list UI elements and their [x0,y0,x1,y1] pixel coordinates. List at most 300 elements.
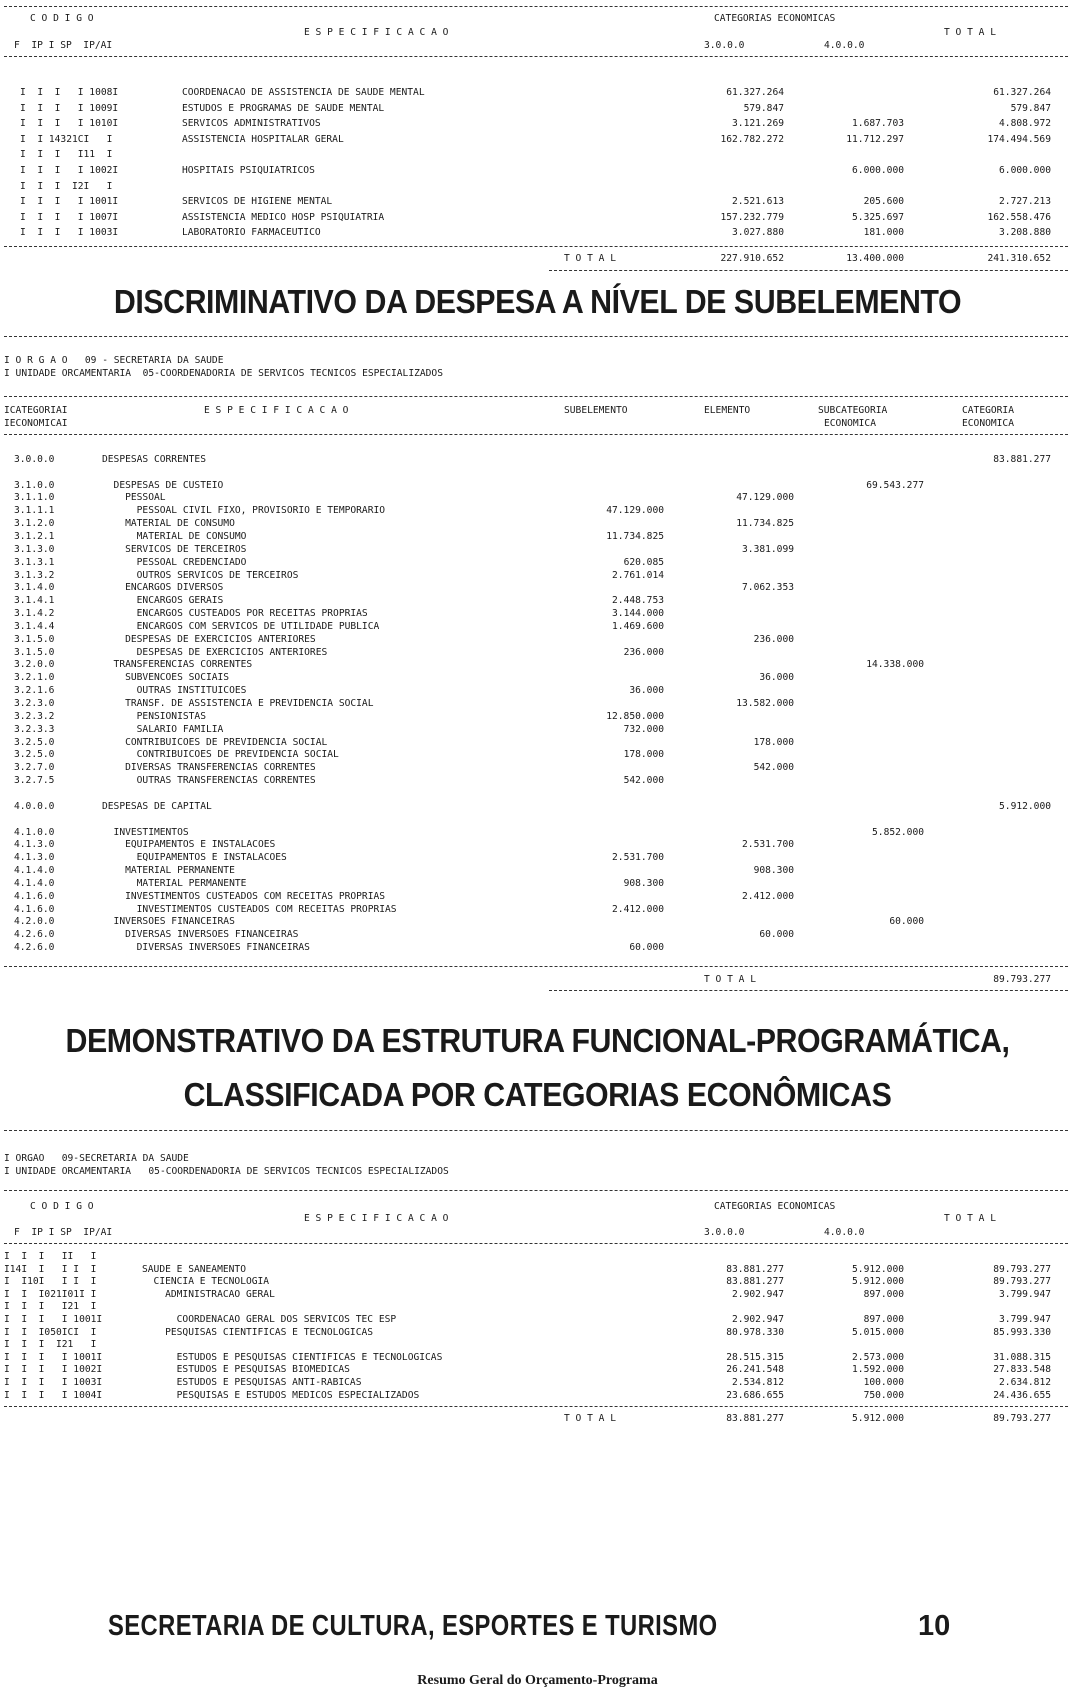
table-row [4,440,1068,453]
row-code: I I 14321CI I [20,133,113,145]
total-4000: 13.400.000 [846,253,904,264]
row-value-4000: 1.592.000 [852,1364,904,1376]
row-code: 3.2.5.0 [14,749,55,761]
table-row [4,117,1068,131]
row-code: 3.1.0.0 [14,479,55,491]
page-number: 10 [918,1610,951,1642]
row-description: OUTRAS TRANSFERENCIAS CORRENTES [102,775,316,787]
total-3000: 227.910.652 [720,253,784,264]
row-categoria: 5.912.000 [999,800,1051,812]
header-codigo: C O D I G O [30,13,94,24]
row-code: I I I I21 I [4,1301,97,1313]
row-description: CIENCIA E TECNOLOGIA [142,1276,270,1288]
header-codigo-sub: F IP I SP IP/AI [14,1227,113,1238]
table-row [4,671,1068,684]
row-code: 3.2.1.6 [14,685,55,697]
table-row [4,517,1068,530]
table-row [4,504,1068,517]
row-description: OUTROS SERVICOS DE TERCEIROS [102,569,299,581]
row-description: SERVICOS ADMINISTRATIVOS [182,118,321,130]
table-row [4,543,1068,556]
row-description: PENSIONISTAS [102,710,206,722]
row-elemento: 236.000 [753,633,794,645]
row-code: 4.1.3.0 [14,852,55,864]
table-row [4,1363,1068,1376]
row-value-3000: 61.327.264 [726,87,784,98]
body-bottom-rule [4,966,1068,967]
table-row [4,1376,1068,1389]
row-description: ENCARGOS CUSTEADOS POR RECEITAS PROPRIAS [102,608,368,620]
row-value-total: 579.847 [1010,102,1051,114]
row-code: 3.1.4.0 [14,582,55,594]
row-code: I I I I 1001I [4,1351,103,1363]
header-especificacao: E S P E C I F I C A C A O [304,27,449,38]
row-code: 4.1.6.0 [14,890,55,902]
row-elemento: 3.381.099 [742,543,794,555]
row-value-total: 89.793.277 [993,1276,1051,1288]
orgao-line: I ORGAO 09-SECRETARIA DA SAUDE [4,1153,189,1164]
row-value-total: 6.000.000 [999,165,1051,176]
row-value-total: 174.494.569 [987,133,1051,145]
header-codigo-sub: F IP I SP IP/AI [14,40,113,51]
table-row [4,1338,1068,1351]
row-code: 3.2.5.0 [14,736,55,748]
row-code: I14I I I I I [4,1263,97,1275]
table-row [4,1263,1068,1276]
row-description: MATERIAL PERMANENTE [102,865,235,877]
header-especificacao: E S P E C I F I C A C A O [304,1213,449,1224]
header-subelemento: SUBELEMENTO [564,405,628,416]
total-total: 241.310.652 [987,253,1051,264]
row-subelemento: 60.000 [629,942,664,954]
row-subelemento: 620.085 [623,556,664,568]
row-code: 4.1.4.0 [14,865,55,877]
row-code: 3.1.1.1 [14,505,55,517]
row-subelemento: 732.000 [623,723,664,735]
row-description: TRANSFERENCIAS CORRENTES [102,659,253,671]
row-categoria: 83.881.277 [993,453,1051,465]
row-description: ENCARGOS DIVERSOS [102,582,224,594]
row-description: ASSISTENCIA HOSPITALAR GERAL [182,133,344,145]
row-value-3000: 23.686.655 [726,1389,784,1401]
row-subelemento: 12.850.000 [606,710,664,722]
table-row [4,1313,1068,1326]
total-label: T O T A L [704,974,756,985]
row-code: I I I I 1003I [4,1377,103,1388]
row-code: I I I I 1007I [20,211,119,223]
table-row [4,851,1068,864]
row-code: 3.1.3.2 [14,569,55,581]
table-row [4,226,1068,240]
total-total: 89.793.277 [993,1413,1051,1424]
row-value-4000: 897.000 [863,1314,904,1325]
table-row [4,826,1068,839]
row-code: I I I I 1003I [20,227,119,239]
row-description: LABORATORIO FARMACEUTICO [182,227,321,239]
row-value-4000: 6.000.000 [852,165,904,176]
row-value-3000: 26.241.548 [726,1364,784,1376]
row-description: INVESTIMENTOS [102,826,189,838]
row-code: I I I I 1008I [20,87,119,98]
unidade-line: I UNIDADE ORCAMENTARIA 05-COORDENADORIA DE SERVICOS TECNICOS ESPECIALIZADOS [4,1166,449,1177]
row-subcategoria: 5.852.000 [872,826,924,838]
header-elemento: ELEMENTO [704,405,751,416]
row-value-3000: 28.515.315 [726,1351,784,1363]
footer-subtitle: Resumo Geral do Orçamento-Programa [417,1673,658,1688]
table-row [4,479,1068,492]
row-elemento: 11.734.825 [736,518,794,530]
header-top-rule [4,396,1068,397]
table-row [4,1275,1068,1288]
row-description: ADMINISTRACAO GERAL [142,1288,275,1300]
table-row [4,180,1068,194]
table-row [4,453,1068,466]
row-description: ASSISTENCIA MEDICO HOSP PSIQUIATRIA [182,211,385,223]
row-code: 3.1.1.0 [14,492,55,504]
row-value-total: 3.799.947 [999,1288,1051,1300]
row-value-3000: 80.978.330 [726,1326,784,1338]
row-value-3000: 3.121.269 [732,118,784,130]
row-code: I I I I 1002I [20,165,119,176]
header-bottom-rule [4,1243,1068,1244]
header-categorias: CATEGORIAS ECONOMICAS [714,1201,836,1212]
row-code: 3.1.4.2 [14,608,55,620]
total-label: T O T A L [564,253,616,264]
row-subelemento: 3.144.000 [612,608,664,620]
row-code: 4.1.0.0 [14,826,55,838]
row-code: 3.1.2.0 [14,518,55,530]
row-value-total: 3.799.947 [999,1314,1051,1325]
row-value-3000: 157.232.779 [720,211,784,223]
row-description: PESSOAL CREDENCIADO [102,556,247,568]
row-value-3000: 2.902.947 [732,1288,784,1300]
row-value-3000: 2.521.613 [732,196,784,208]
row-code: 3.2.3.2 [14,710,55,722]
row-value-4000: 750.000 [863,1389,904,1401]
table-row [4,102,1068,116]
table-row [4,164,1068,178]
table-row [4,1351,1068,1364]
table-row [4,1326,1068,1339]
table-row [4,915,1068,928]
row-code: I I I II I [4,1251,97,1262]
row-code: 4.2.6.0 [14,929,55,941]
row-code: I I I I11 I [20,149,113,161]
row-code: I I I I 1009I [20,102,119,114]
table-row [4,569,1068,582]
row-value-total: 27.833.548 [993,1364,1051,1376]
row-elemento: 178.000 [753,736,794,748]
row-description: INVESTIMENTOS CUSTEADOS COM RECEITAS PROPRIAS [102,903,397,915]
header-subcategoria-b: ECONOMICA [824,418,876,429]
table-funcional-programatica [4,1130,1068,1430]
row-code: I I I I 1010I [20,118,119,130]
table-discriminativo [4,336,1068,1001]
row-value-4000: 5.912.000 [852,1276,904,1288]
row-value-3000: 2.902.947 [732,1314,784,1325]
row-value-3000: 579.847 [743,102,784,114]
row-code: 3.2.3.0 [14,698,55,709]
table-row [4,838,1068,851]
table-row [4,787,1068,800]
table-row [4,877,1068,890]
row-subelemento: 2.412.000 [612,903,664,915]
heading-demonstrativo: DEMONSTRATIVO DA ESTRUTURA FUNCIONAL-PROGRAMÁTICA, [65,1022,1010,1059]
table-row [4,211,1068,225]
table-functional-top [4,6,1068,276]
row-code: 4.2.6.0 [14,942,55,954]
row-description: PESQUISAS E ESTUDOS MEDICOS ESPECIALIZADOS [142,1389,420,1401]
row-description: DIVERSAS TRANSFERENCIAS CORRENTES [102,762,316,774]
row-description: INVERSOES FINANCEIRAS [102,916,235,928]
row-code: I I I I21 I [4,1339,97,1351]
table-row [4,658,1068,671]
row-code: 3.1.2.1 [14,530,55,542]
row-elemento: 60.000 [759,929,794,941]
row-subelemento: 236.000 [623,646,664,658]
row-subelemento: 47.129.000 [606,505,664,517]
row-description: MATERIAL DE CONSUMO [102,518,235,530]
row-description: CONTRIBUICOES DE PREVIDENCIA SOCIAL [102,736,328,748]
row-value-4000: 2.573.000 [852,1351,904,1363]
row-value-4000: 5.912.000 [852,1263,904,1275]
row-value-total: 61.327.264 [993,87,1051,98]
row-subelemento: 1.469.600 [612,620,664,632]
header-categoria-a: ICATEGORIAI [4,405,68,416]
table-row [4,710,1068,723]
row-description: DESPESAS DE EXERCICIOS ANTERIORES [102,633,316,645]
row-value-total: 31.088.315 [993,1351,1051,1363]
row-subelemento: 178.000 [623,749,664,761]
row-code: 3.2.7.0 [14,762,55,774]
row-code: I I I I 1001I [20,196,119,208]
row-code: I I10I I I I [4,1276,97,1288]
row-code: 4.0.0.0 [14,800,55,812]
table-row [4,1288,1068,1301]
row-description: INVESTIMENTOS CUSTEADOS COM RECEITAS PROPRIAS [102,890,386,902]
row-code: I I I021I01I I [4,1288,97,1300]
row-elemento: 47.129.000 [736,492,794,504]
row-description: DESPESAS DE CUSTEIO [102,479,224,491]
row-value-3000: 83.881.277 [726,1263,784,1275]
row-elemento: 2.531.700 [742,839,794,851]
table-row [4,86,1068,100]
row-elemento: 7.062.353 [742,582,794,594]
row-code: 4.1.3.0 [14,839,55,851]
row-description: DESPESAS DE EXERCICIOS ANTERIORES [102,646,328,658]
table-row [4,607,1068,620]
row-elemento: 542.000 [753,762,794,774]
row-value-total: 2.727.213 [999,196,1051,208]
table-row [4,774,1068,787]
row-description: COORDENACAO DE ASSISTENCIA DE SAUDE MENTAL [182,87,425,98]
table-row [4,530,1068,543]
table-row [4,148,1068,162]
row-value-3000: 162.782.272 [720,133,784,145]
row-description: DIVERSAS INVERSOES FINANCEIRAS [102,929,299,941]
table-row [4,466,1068,479]
row-subelemento: 2.448.753 [612,595,664,607]
row-elemento: 908.300 [753,865,794,877]
row-value-total: 3.208.880 [999,227,1051,239]
row-description: SERVICOS DE HIGIENE MENTAL [182,196,333,208]
total-rule [4,246,1068,247]
total-value: 89.793.277 [993,974,1051,985]
row-value-4000: 897.000 [863,1288,904,1300]
header-total: T O T A L [944,1213,996,1224]
row-code: 3.2.7.5 [14,775,55,787]
row-description: ESTUDOS E PESQUISAS ANTI-RABICAS [142,1377,362,1388]
heading-discriminativo: DISCRIMINATIVO DA DESPESA A NÍVEL DE SUBELEMENTO [113,283,962,320]
row-subelemento: 908.300 [623,877,664,889]
row-description: ESTUDOS E PESQUISAS BIOMEDICAS [142,1364,350,1376]
row-description: SALARIO FAMILIA [102,723,224,735]
header-total: T O T A L [944,27,996,38]
table-row [4,864,1068,877]
header-subcategoria: SUBCATEGORIA [818,405,888,416]
row-description: ESTUDOS E PROGRAMAS DE SAUDE MENTAL [182,102,385,114]
header-cat-3000: 3.0.0.0 [704,1227,745,1238]
row-description: EQUIPAMENTOS E INSTALACOES [102,852,287,864]
header-codigo: C O D I G O [30,1201,94,1212]
row-value-4000: 5.325.697 [852,211,904,223]
row-description: SAUDE E SANEAMENTO [142,1263,246,1275]
row-value-4000: 11.712.297 [846,133,904,145]
table-row [4,890,1068,903]
total-bottom-rule [549,990,1068,991]
table-row [4,195,1068,209]
row-value-4000: 205.600 [863,196,904,208]
row-value-total: 24.436.655 [993,1389,1051,1401]
row-description: PESSOAL [102,492,166,504]
row-code: I I I I 1002I [4,1364,103,1376]
row-description: ENCARGOS GERAIS [102,595,224,607]
row-value-total: 162.558.476 [987,211,1051,223]
orgao-line: I O R G A O 09 - SECRETARIA DA SAUDE [4,355,224,366]
footer-title: SECRETARIA DE CULTURA, ESPORTES E TURISMO [108,1610,718,1642]
row-code: 3.1.4.4 [14,620,55,632]
table-row [4,556,1068,569]
table-row [4,941,1068,954]
table-row [4,813,1068,826]
header-categoria-eco: ECONOMICA [962,418,1014,429]
total-4000: 5.912.000 [852,1413,904,1424]
row-subelemento: 2.531.700 [612,852,664,864]
row-description: OUTRAS INSTITUICOES [102,685,247,697]
row-code: 4.2.0.0 [14,916,55,928]
table-top-rule [4,6,1068,7]
header-categorias: CATEGORIAS ECONOMICAS [714,13,836,24]
table-top-rule [4,1130,1068,1131]
table-row [4,928,1068,941]
row-description: HOSPITAIS PSIQUIATRICOS [182,165,315,176]
header-top-rule [4,1190,1068,1191]
row-description: DIVERSAS INVERSOES FINANCEIRAS [102,942,310,954]
row-description: SUBVENCOES SOCIAIS [102,672,230,684]
table-row [4,1300,1068,1313]
total-rule [4,1406,1068,1407]
row-subelemento: 11.734.825 [606,530,664,542]
row-subelemento: 542.000 [623,775,664,787]
row-code: 3.1.3.0 [14,543,55,555]
table-row [4,646,1068,659]
row-description: ESTUDOS E PESQUISAS CIENTIFICAS E TECNOLOGICAS [142,1351,443,1363]
table-top-rule [4,336,1068,337]
row-code: I I I I2I I [20,180,113,192]
row-code: I I I050ICI I [4,1326,97,1338]
row-value-3000: 3.027.880 [732,227,784,239]
row-description: EQUIPAMENTOS E INSTALACOES [102,839,276,851]
row-description: MATERIAL PERMANENTE [102,877,247,889]
row-value-total: 85.993.330 [993,1326,1051,1338]
row-value-4000: 1.687.703 [852,118,904,130]
row-code: 3.2.0.0 [14,659,55,671]
row-description: COORDENACAO GERAL DOS SERVICOS TEC ESP [142,1314,397,1325]
heading-classificada: CLASSIFICADA POR CATEGORIAS ECONÔMICAS [183,1076,892,1113]
table-row [4,748,1068,761]
row-description: TRANSF. DE ASSISTENCIA E PREVIDENCIA SOCIAL [102,698,374,709]
row-subcategoria: 60.000 [889,916,924,928]
table-row [4,697,1068,710]
row-code: 4.1.4.0 [14,877,55,889]
table-row [4,684,1068,697]
header-categoria: CATEGORIA [962,405,1014,416]
table-row [4,633,1068,646]
table-row [4,1250,1068,1263]
row-value-4000: 100.000 [863,1377,904,1388]
table-row [4,620,1068,633]
row-value-total: 2.634.812 [999,1377,1051,1388]
header-cat-4000: 4.0.0.0 [824,1227,865,1238]
header-rule [4,56,1068,57]
row-code: 4.1.6.0 [14,903,55,915]
bottom-rule [549,270,1068,271]
table-row [4,800,1068,813]
row-value-3000: 2.534.812 [732,1377,784,1388]
row-code: 3.2.3.3 [14,723,55,735]
row-code: 3.1.4.1 [14,595,55,607]
row-code: I I I I 1001I [4,1314,103,1325]
table-row [4,133,1068,147]
row-description: PESQUISAS CIENTIFICAS E TECNOLOGICAS [142,1326,374,1338]
header-bottom-rule [4,434,1068,435]
row-code: I I I I 1004I [4,1389,103,1401]
header-categoria-b: IECONOMICAI [4,418,68,429]
row-description: CONTRIBUICOES DE PREVIDENCIA SOCIAL [102,749,339,761]
row-subcategoria: 69.543.277 [866,479,924,491]
row-code: 3.0.0.0 [14,453,55,465]
row-subcategoria: 14.338.000 [866,659,924,671]
row-description: PESSOAL CIVIL FIXO, PROVISORIO E TEMPORARIO [102,505,386,517]
row-description: DESPESAS CORRENTES [102,453,206,465]
row-elemento: 2.412.000 [742,890,794,902]
row-subelemento: 2.761.014 [612,569,664,581]
row-elemento: 36.000 [759,672,794,684]
table-row [4,491,1068,504]
table-row [4,723,1068,736]
row-elemento: 13.582.000 [736,698,794,709]
total-label: T O T A L [564,1413,616,1424]
row-description: DESPESAS DE CAPITAL [102,800,212,812]
table-row [4,581,1068,594]
row-value-4000: 5.015.000 [852,1326,904,1338]
row-subelemento: 36.000 [629,685,664,697]
row-code: 3.2.1.0 [14,672,55,684]
row-code: 3.1.5.0 [14,646,55,658]
row-value-4000: 181.000 [863,227,904,239]
table-row [4,594,1068,607]
header-especificacao: E S P E C I F I C A C A O [204,405,349,416]
